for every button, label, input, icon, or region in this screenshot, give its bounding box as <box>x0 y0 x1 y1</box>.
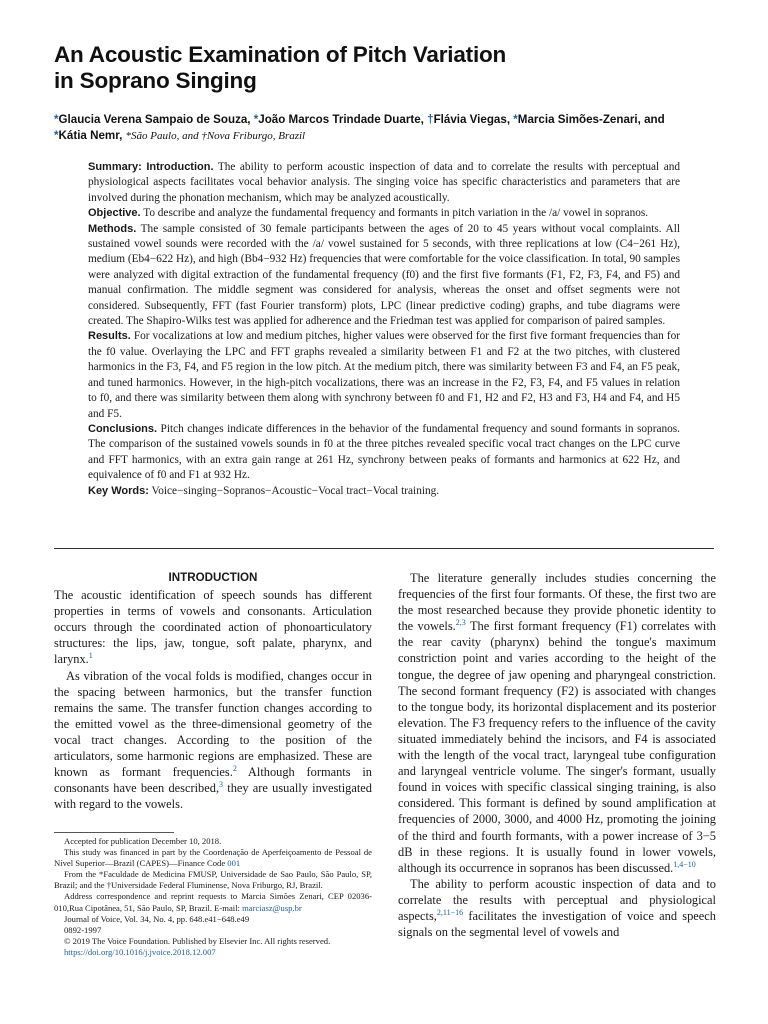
conclusions-text: Pitch changes indicate differences in the behavior of the fundamental frequency and sound formants in sopranos. The comparison of the sustained vowels sounds in f0 at the three pitches revealed specific vocal tract changes on the LPC curve and FFT harmonics, with an extra gain range at 261 Hz, synchrony between peaks of formants and harmonics at 622 Hz, and equivalence of f0 and F1 at 932 Hz. <box>88 422 680 482</box>
methods-label: Methods. <box>88 222 137 235</box>
footnote-text: This study was financed in part by the Coordenação de Aperfeiçoamento de Pessoal de Nível Superior—Brazil (CAPES)—Finance Code <box>54 847 372 869</box>
abstract-conclusions <box>88 422 680 484</box>
right-column <box>398 570 716 940</box>
author-1: Glaucia Verena Sampaio de Souza, <box>58 113 251 126</box>
author-2: João Marcos Trindade Duarte, <box>258 113 424 126</box>
abstract-objective <box>88 206 680 221</box>
footnote-copyright: © 2019 The Voice Foundation. Published by Elsevier Inc. All rights reserved. <box>64 935 331 946</box>
citation-link[interactable]: 1,4−10 <box>673 859 696 869</box>
author-affiliation: *São Paulo, and †Nova Friburgo, Brazil <box>125 130 306 142</box>
abstract <box>88 160 680 499</box>
affiliation-mark: † <box>427 113 434 126</box>
objective-text: To describe and analyze the fundamental frequency and formants in pitch variation in the /a/ vowel in sopranos. <box>143 207 649 220</box>
footnote-affiliations: From the *Faculdade de Medicina FMUSP, Universidade de Sao Paulo, São Paulo, SP, Brazil; and the †Universidade Federal Fluminense, Nova Friburgo, RJ, Brazil. <box>54 869 372 891</box>
results-label: Results. <box>88 330 131 343</box>
affiliation-mark: * <box>54 129 59 142</box>
paragraph <box>54 587 372 667</box>
footnotes <box>54 836 372 958</box>
paragraph <box>54 668 372 813</box>
section-heading-introduction: INTRODUCTION <box>168 571 258 584</box>
footnote-address <box>54 891 372 913</box>
email-link[interactable]: marciasz@usp.br <box>242 902 302 913</box>
left-column <box>54 570 372 812</box>
finance-code-link[interactable]: 001 <box>227 858 241 869</box>
results-text: For vocalizations at low and medium pitches, higher values were observed for the first five formant frequencies than for the f0 value. Overlaying the LPC and FFT graphs revealed a similarity between F1 and F2 at the two pitches, with clustered harmonics in the F3, F4, and F5 region in the low pitch. At the medium pitch, there was similarity between F3 and F4, an F5 peak, and tuned harmonics. However, in the high-pitch vocalizations, there was an increase in the F2, F3, F4, and F5 values in relation to f0, and there was similarity between them along with synchrony between f0 and F1, H2 and F2, H3 and F3, H4 and F4, and H5 and F5. <box>88 330 681 420</box>
keywords-label: Key Words: <box>88 484 149 497</box>
author-3: Flávia Viegas, <box>433 113 511 126</box>
paragraph-text: facilitates the investigation of voice and speech signals on the segmental level of vowels and <box>398 908 716 940</box>
affiliation-mark: * <box>513 113 518 126</box>
affiliation-mark: * <box>253 113 259 126</box>
citation-link[interactable]: 2,3 <box>455 618 466 628</box>
introduction-text: The ability to perform acoustic inspection of data and to correlate the results with perceptual and physiological aspects facilitates vocal behavior analysis. The singing voice has specific characteristics and parameters that are involved during the phonation mechanism, which may be analyzed acoustically. <box>88 161 681 204</box>
abstract-divider <box>54 548 714 549</box>
summary-label: Summary: <box>88 161 142 173</box>
footnote-journal: Journal of Voice, Vol. 34, No. 4, pp. 648.e41−648.e49 <box>64 913 250 924</box>
footnote-issn: 0892-1997 <box>64 924 102 935</box>
author-5: Kátia Nemr, <box>58 129 123 142</box>
abstract-keywords <box>88 484 680 499</box>
footnote-funding <box>54 847 372 869</box>
paragraph-text: The ability to perform acoustic inspection of data and to correlate the results with perceptual and physiological aspects, <box>398 876 716 923</box>
methods-text: The sample consisted of 30 female participants between the ages of 20 to 45 years without vocal complaints. All sustained vowel sounds were recorded with the /a/ vowel sustained for 5 seconds, with three replications at low (C4−261 Hz), medium (Eb4−622 Hz), and high (Bb4−932 Hz) frequencies that were comfortable for the voice classification. In total, 90 samples were analyzed with digital extraction of the fundamental frequency (f0) and the first five formants (F1, F2, F3, F4, and F5) and manual confirmation. The middle segment was considered for analysis, whereas the onset and offset segments were not considered. Subsequently, FFT (fast Fourier transform) plots, LPC (linear predictive coding) graphs, and tube diagrams were created. The Shapiro-Wilks test was applied for adherence and the Friedman test was applied for comparison of paired samples. <box>88 222 680 328</box>
paragraph-text: Although formants in consonants have been described, <box>54 765 372 796</box>
citation-link[interactable]: 3 <box>219 780 224 790</box>
paragraph-text: they are usually investigated with regard to the vowels. <box>54 781 372 812</box>
affiliation-mark: * <box>54 113 59 126</box>
conclusions-label: Conclusions. <box>88 422 158 435</box>
paragraph-text: The acoustic identification of speech sounds has different properties in terms of vowels and consonants. Articulation occurs through the coordinated action of phonoarticulatory structures: the lips, jaw, tongue, soft palate, pharynx, and larynx. <box>54 588 372 667</box>
title-line-2: in Soprano Singing <box>54 68 257 93</box>
footnote-divider <box>54 832 174 833</box>
paragraph-text: The literature generally includes studies concerning the frequencies of the first four formants. Of these, the first two are the most researched because they provide phonetic identity to the vowels. <box>398 571 716 634</box>
citation-link[interactable]: 2,11−16 <box>436 907 464 917</box>
footnote-accepted: Accepted for publication December 10, 2018. <box>64 836 222 846</box>
article-title <box>54 42 734 94</box>
paragraph-text: The first formant frequency (F1) correlates with the rear cavity (pharynx) behind the tongue's maximum constriction point and varies according to the height of the tongue, the degree of jaw opening and pharyngeal constriction. The second formant frequency (F2) is associated with changes to the tongue body, its horizontal displacement and its posterior elevation. The F3 frequency refers to the influence of the cavity situated immediately behind the incisors, and F4 is associated with the length of the vocal tract, laryngeal tube configuration and laryngeal ventricle volume. The singer's formant, usually found in voices with specific classical singing training, is also considered. This formant is defined by sound amplification at frequencies of 2000, 3000, and 4000 Hz, promoting the joining of the third and fourth formants, with a power increase of 3−5 dB in these regions. It is usually found in lower vowels, although its occurrence in sopranos has been discussed. <box>398 619 716 875</box>
citation-link[interactable]: 2 <box>232 764 237 773</box>
author-4: Marcia Simões-Zenari, and <box>517 113 665 126</box>
keywords-text: Voice−singing−Sopranos−Acoustic−Vocal tract−Vocal training. <box>151 484 440 497</box>
title-line-1: An Acoustic Examination of Pitch Variation <box>54 42 507 67</box>
author-list <box>54 112 734 144</box>
footnote-doi <box>54 947 372 958</box>
paragraph <box>398 570 716 876</box>
paragraph <box>398 876 716 940</box>
abstract-methods <box>88 222 680 330</box>
objective-label: Objective. <box>88 207 141 220</box>
abstract-results <box>88 329 680 421</box>
citation-link[interactable]: 1 <box>88 651 93 661</box>
doi-link[interactable]: https://doi.org/10.1016/j.jvoice.2018.12.007 <box>64 946 216 957</box>
abstract-introduction <box>88 160 680 206</box>
introduction-label: Introduction. <box>146 161 214 173</box>
paragraph-text: As vibration of the vocal folds is modified, changes occur in the spacing between harmonics, but the transfer function remains the same. The transfer function changes according to the emitted vowel as the three-dimensional geometry of the vocal tract changes. According to the position of the articulators, some harmonic regions are emphasized. These are known as formant frequencies. <box>54 668 372 780</box>
footnote-text: Address correspondence and reprint requests to Marcia Simões Zenari, CEP 02036-010,Rua Cipotânea, 51, São Paulo, SP, Brazil. E-mail: <box>54 891 372 913</box>
